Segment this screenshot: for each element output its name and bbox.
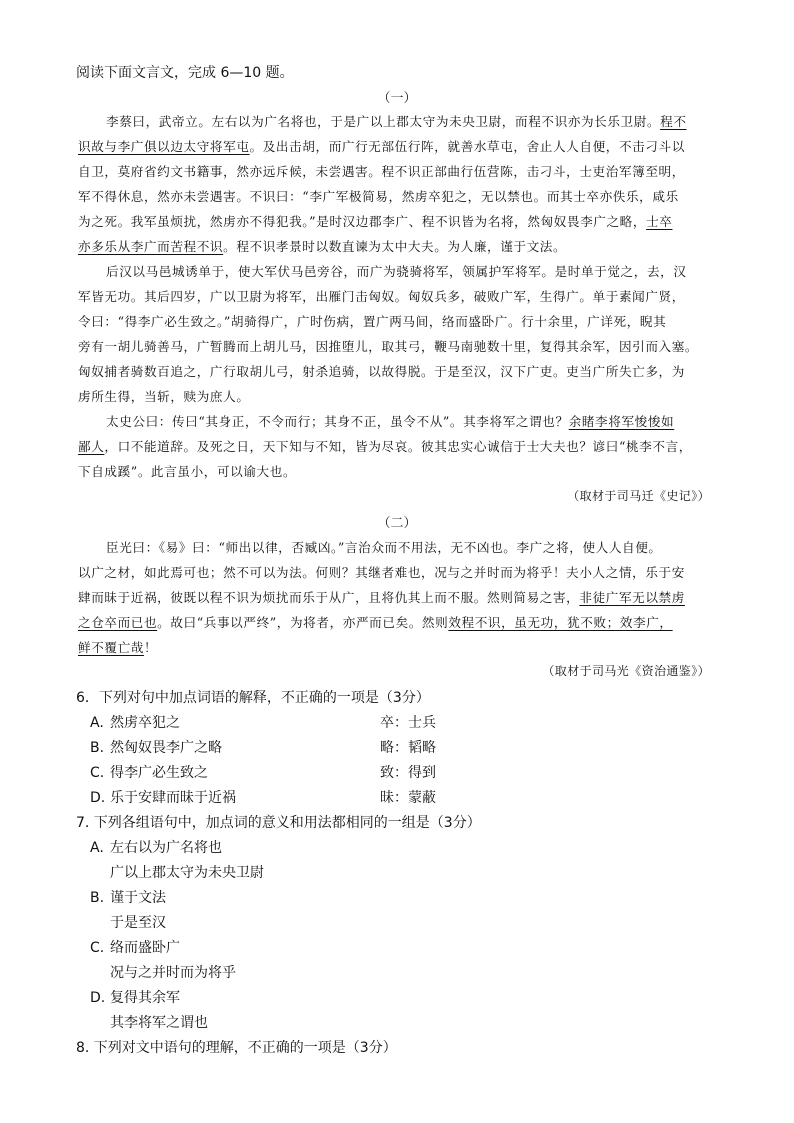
section-heading-1: （一）: [377, 91, 417, 106]
option-gloss: 致：得到: [380, 765, 436, 781]
q6-option-a[interactable]: [90, 712, 590, 732]
source-citation-1: （取材于司马迁《史记》）: [567, 489, 710, 503]
underlined-sentence-5: 效程不识，虽无功，犹不败；效李广，: [448, 615, 673, 630]
option-letter: A.: [90, 840, 104, 856]
underlined-sentence-4: 非徒广军无以禁虏: [579, 590, 685, 605]
passage1-line-2: 识故与李广俱以边太守将军屯。及出击胡，而广行无部伍行阵，就善水草屯，舍止人人自便，不击刁斗以: [78, 139, 685, 154]
underlined-sentence-1b: 识故与李广俱以边太守将军屯: [78, 139, 250, 154]
passage1-line-15: 下自成蹊”。此言虽小，可以谕大也。: [78, 464, 297, 479]
q7-option-b-line2: 于是至汉: [110, 915, 166, 931]
underlined-sentence-3: 余睹李将军悛悛如: [568, 414, 675, 429]
passage1-line-1: 李蔡曰，武帝立。左右以为广名将也，于是广以上郡太守为未央卫尉，而程不识亦为长乐卫尉。程不: [106, 114, 687, 129]
q7-option-a-line2: 广以上郡太守为未央卫尉: [110, 865, 264, 881]
q7-option-b[interactable]: [90, 887, 166, 907]
underlined-sentence-1: 程不: [660, 114, 687, 129]
option-gloss: 略：韬略: [380, 740, 436, 756]
option-line-1: 复得其余军: [110, 990, 180, 1006]
option-letter: C.: [90, 765, 105, 781]
q7-option-d-line2: 其李将军之谓也: [110, 1015, 208, 1031]
option-text: 乐于安肆而昧于近祸: [110, 790, 236, 806]
underlined-sentence-4b: 之仓卒而已也: [78, 615, 158, 630]
section-heading-2: （二）: [377, 516, 417, 531]
passage2-line-2: 以广之材，如此焉可也；然不可以为法。何则？其继者难也，况与之并时而为将乎！夫小人之情，乐于安: [78, 565, 685, 580]
passage2-line-1: 臣光曰：《易》曰：“师出以律，否臧凶。”言治众而不用法，无不凶也。李广之将，使人人自便。: [106, 540, 662, 555]
option-text: 然匈奴畏李广之略: [110, 740, 222, 756]
option-letter: B.: [90, 890, 105, 906]
q6-option-b[interactable]: [90, 737, 590, 757]
passage1-line-14: 鄙人，口不能道辞。及死之日，天下知与不知，皆为尽哀。彼其忠实心诚信于士大夫也？谚曰“桃李不言，: [78, 439, 692, 454]
option-text: 然虏卒犯之: [110, 715, 180, 731]
underlined-sentence-2b: 亦多乐从李广而苦程不识: [78, 239, 224, 254]
q6-option-c[interactable]: [90, 762, 590, 782]
option-letter: A.: [90, 715, 104, 731]
passage1-line-9: 令曰：“得李广必生致之。”胡骑得广，广时伤病，置广两马间，络而盛卧广。行十余里，广详死，睨其: [78, 314, 667, 329]
question-8-stem: 8. 下列对文中语句的理解，不正确的一项是（3分）: [76, 1040, 397, 1056]
underlined-sentence-5b: 鲜不覆亡哉: [78, 640, 144, 655]
underlined-sentence-3b: 鄙人: [78, 439, 105, 454]
question-6-stem: 6．下列对句中加点词语的解释，不正确的一项是（3分）: [76, 690, 430, 706]
source-citation-2: （取材于司马光《资治通鉴》）: [542, 664, 710, 678]
option-gloss: 昧：蒙蔽: [380, 790, 436, 806]
q7-option-a[interactable]: [90, 837, 222, 857]
option-letter: D.: [90, 790, 106, 806]
option-line-1: 谨于文法: [110, 890, 166, 906]
passage1-line-3: 自卫，莫府省约文书籍事，然亦远斥候，未尝遇害。程不识正部曲行伍营陈，击刁斗，士吏治军簿至明，: [78, 164, 685, 179]
option-gloss: 卒：士兵: [380, 715, 436, 731]
option-text: 得李广必生致之: [110, 765, 208, 781]
passage1-line-12: 虏所生得，当斩，赎为庶人。: [78, 389, 250, 404]
passage2-line-5: 鲜不覆亡哉！: [78, 640, 158, 655]
passage1-line-10: 旁有一胡儿骑善马，广暂腾而上胡儿马，因推堕儿，取其弓，鞭马南驰数十里，复得其余军，因引而入塞。: [78, 339, 699, 354]
passage2-line-3: 肆而昧于近祸，彼既以程不识为烦扰而乐于从广，且将仇其上而不服。然则简易之害，非徒广军无以禁虏: [78, 590, 685, 605]
underlined-sentence-2: 士卒: [646, 214, 673, 229]
option-line-1: 络而盛卧广: [110, 940, 180, 956]
passage1-line-4: 军不得休息，然亦未尝遇害。不识曰：“李广军极简易，然虏卒犯之，无以禁也。而其士卒亦佚乐，咸乐: [78, 189, 679, 204]
question-7-stem: 7. 下列各组语句中，加点词的意义和用法都相同的一组是（3分）: [76, 815, 481, 831]
passage1-line-6: 亦多乐从李广而苦程不识。程不识孝景时以数直谏为太中大夫。为人廉，谨于文法。: [78, 239, 567, 254]
passage1-line-7: 后汉以马邑城诱单于，使大军伏马邑旁谷，而广为骁骑将军，领属护军将军。是时单于觉之，去，汉: [106, 264, 687, 279]
q7-option-c[interactable]: [90, 937, 180, 957]
reading-instruction: 阅读下面文言文，完成 6—10 题。: [76, 65, 294, 81]
option-letter: D.: [90, 990, 106, 1006]
passage1-line-8: 军皆无功。其后四岁，广以卫尉为将军，出雁门击匈奴。匈奴兵多，破败广军，生得广。单于素闻广贤，: [78, 289, 685, 304]
q6-option-d[interactable]: [90, 787, 590, 807]
option-line-1: 左右以为广名将也: [110, 840, 222, 856]
option-letter: C.: [90, 940, 105, 956]
q7-option-d[interactable]: [90, 987, 180, 1007]
option-letter: B.: [90, 740, 105, 756]
passage2-line-4: 之仓卒而已也。故曰“兵事以严终”，为将者，亦严而已矣。然则效程不识，虽无功，犹不败；效李广，: [78, 615, 673, 630]
q7-option-c-line2: 况与之并时而为将乎: [110, 965, 236, 981]
passage1-line-11: 匈奴捕者骑数百追之，广行取胡儿弓，射杀追骑，以故得脱。于是至汉，汉下广吏。吏当广所失亡多，为: [78, 364, 685, 379]
passage1-line-13: 太史公曰：传曰“其身正，不令而行；其身不正，虽令不从”。其李将军之谓也？余睹李将军悛悛如: [106, 414, 675, 429]
passage1-line-5: 为之死。我军虽烦扰，然虏亦不得犯我。”是时汉边郡李广、程不识皆为名将，然匈奴畏李广之略，士卒: [78, 214, 673, 229]
